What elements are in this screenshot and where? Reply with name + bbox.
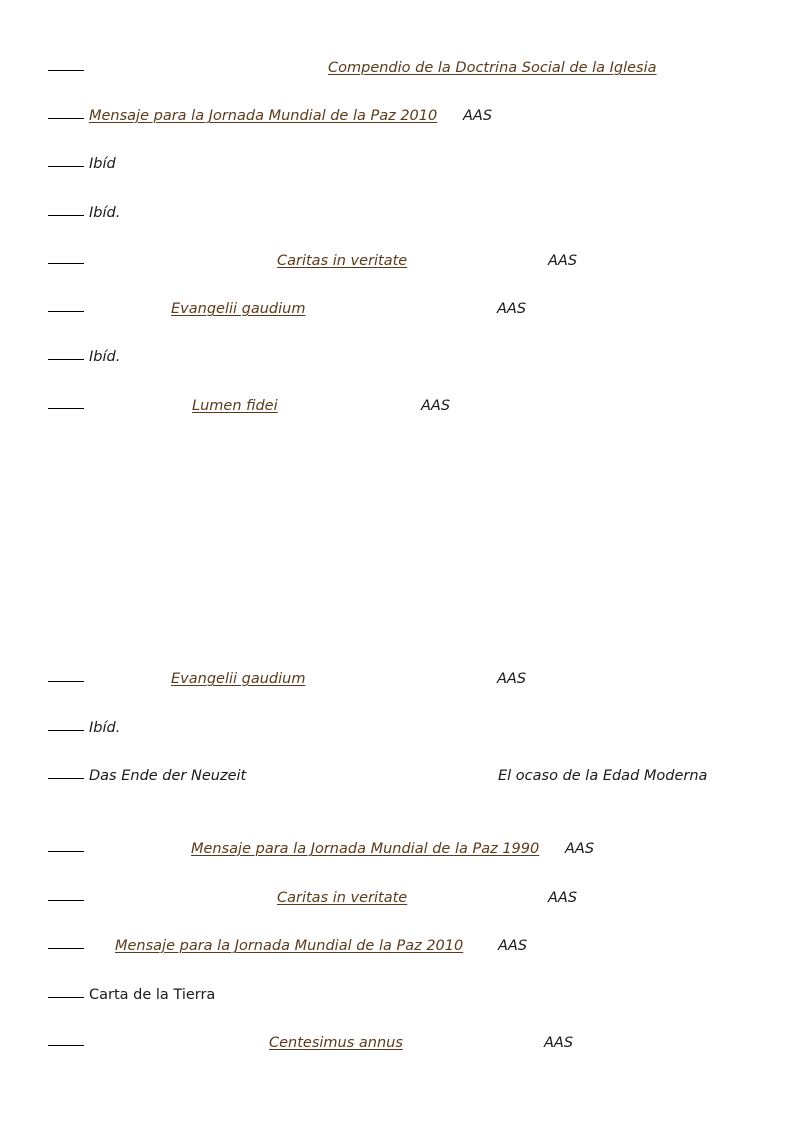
- footnote-marker: [48, 215, 84, 216]
- footnote-marker: [48, 900, 84, 901]
- footnote-marker: [48, 118, 84, 119]
- citation-text: Carta de la Tierra: [89, 987, 216, 1003]
- footnote-marker: [48, 359, 84, 360]
- footnote-row: [48, 985, 793, 1005]
- citation-text: AAS: [565, 841, 595, 857]
- citation-text: Ibíd.: [89, 349, 121, 365]
- footnote-row: [48, 669, 793, 689]
- footnote-row: [48, 154, 793, 174]
- footnote-marker: [48, 263, 84, 264]
- citation-link[interactable]: Caritas in veritate: [277, 890, 408, 906]
- footnote-row: [48, 1033, 793, 1053]
- citation-text: Das Ende der Neuzeit: [89, 768, 247, 784]
- footnote-marker: [48, 408, 84, 409]
- citation-text: Ibíd.: [89, 720, 121, 736]
- citation-link[interactable]: Compendio de la Doctrina Social de la Iglesia: [328, 60, 657, 76]
- footnote-marker: [48, 70, 84, 71]
- citation-link[interactable]: Mensaje para la Jornada Mundial de la Paz 2010: [115, 938, 464, 954]
- footnote-row: [48, 251, 793, 271]
- citation-link[interactable]: Evangelii gaudium: [171, 671, 306, 687]
- footnote-marker: [48, 851, 84, 852]
- footnote-marker: [48, 997, 84, 998]
- citation-text: AAS: [498, 938, 528, 954]
- footnote-marker: [48, 166, 84, 167]
- footnote-row: [48, 106, 793, 126]
- footnote-row: [48, 766, 793, 786]
- footnote-row: [48, 299, 793, 319]
- footnote-marker: [48, 311, 84, 312]
- footnote-row: [48, 718, 793, 738]
- footnote-row: [48, 839, 793, 859]
- citation-text: AAS: [548, 890, 578, 906]
- citation-text: AAS: [497, 671, 527, 687]
- footnote-marker: [48, 1045, 84, 1046]
- citation-text: Ibíd.: [89, 205, 121, 221]
- footnote-row: [48, 347, 793, 367]
- footnote-row: [48, 203, 793, 223]
- footnote-row: [48, 888, 793, 908]
- footnote-row: [48, 936, 793, 956]
- citation-text: AAS: [463, 108, 493, 124]
- citation-text: AAS: [497, 301, 527, 317]
- citation-text: AAS: [548, 253, 578, 269]
- citation-link[interactable]: Caritas in veritate: [277, 253, 408, 269]
- citation-link[interactable]: Lumen fidei: [192, 398, 278, 414]
- footnote-marker: [48, 778, 84, 779]
- citation-link[interactable]: Mensaje para la Jornada Mundial de la Paz 2010: [89, 108, 438, 124]
- citation-text: Ibíd: [89, 156, 116, 172]
- footnote-row: [48, 58, 793, 78]
- footnote-row: [48, 396, 793, 416]
- citation-text: AAS: [421, 398, 451, 414]
- footnote-marker: [48, 730, 84, 731]
- footnote-marker: [48, 948, 84, 949]
- citation-text: El ocaso de la Edad Moderna: [498, 768, 708, 784]
- citation-text: AAS: [544, 1035, 574, 1051]
- citation-link[interactable]: Centesimus annus: [269, 1035, 403, 1051]
- footnote-marker: [48, 681, 84, 682]
- citation-link[interactable]: Evangelii gaudium: [171, 301, 306, 317]
- citation-link[interactable]: Mensaje para la Jornada Mundial de la Paz 1990: [191, 841, 540, 857]
